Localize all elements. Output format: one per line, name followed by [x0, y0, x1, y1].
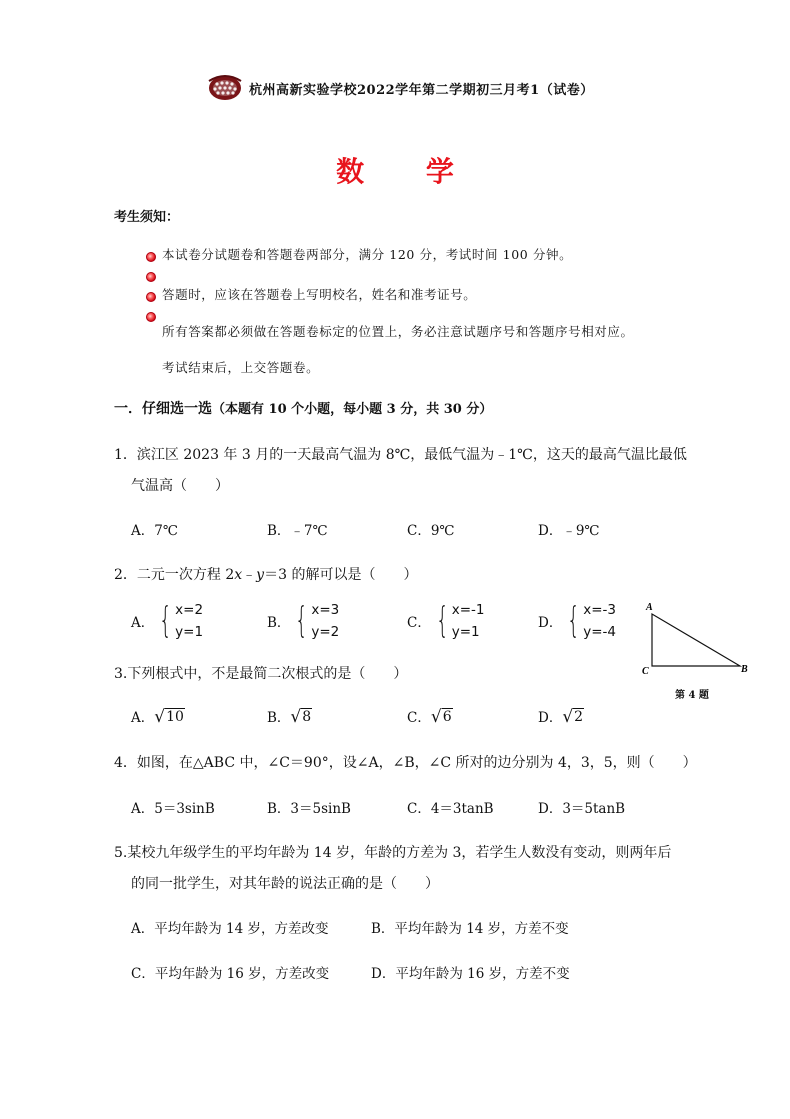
notice-bullet — [146, 307, 156, 326]
brace-icon: { — [567, 600, 581, 641]
triangle-shape — [652, 614, 740, 666]
vertex-b-label: B — [741, 664, 748, 675]
notice-item: 考试结束后，上交答题卷。 — [162, 360, 320, 375]
q5-option-a: A．平均年龄为 14 岁，方差改变 — [131, 921, 329, 937]
radical-icon: √ — [154, 707, 166, 727]
radical-icon: √ — [290, 707, 302, 727]
q5-option-d: D．平均年龄为 16 岁，方差不变 — [371, 966, 570, 982]
notice-heading: 考生须知： — [114, 210, 180, 225]
bullet-icon — [146, 252, 156, 262]
q1-option-b: B．﹣7℃ — [267, 523, 328, 539]
q4-option-d: D．3＝5tanB — [538, 801, 626, 817]
notice-bullet — [146, 267, 156, 286]
equation-line: y=-4 — [583, 624, 616, 640]
q1-option-d: D．﹣9℃ — [538, 523, 600, 539]
option-label: B． — [267, 615, 291, 631]
sqrt-expression — [431, 708, 453, 726]
question-5-line1: 5.某校九年级学生的平均年龄为 14 岁，年龄的方差为 3，若学生人数没有变动，则两年后 — [114, 845, 672, 861]
notice-bullet — [146, 287, 156, 306]
q3-option-d — [538, 706, 584, 726]
question-5-line2: 的同一批学生，对其年龄的说法正确的是（ ） — [131, 876, 439, 892]
vertex-c-label: C — [642, 666, 649, 677]
q1-option-a: A．7℃ — [131, 523, 178, 539]
q2-option-d — [538, 599, 616, 643]
bullet-icon — [146, 312, 156, 322]
q2-option-c — [407, 599, 485, 643]
question-3-stem: 3.下列根式中，不是最简二次根式的是（ ） — [114, 666, 408, 682]
figure-caption: 第 4 题 — [675, 690, 709, 701]
equation-line: y=2 — [311, 624, 340, 640]
q2-option-b — [267, 599, 339, 643]
notice-bullet — [146, 247, 156, 266]
q3-option-b — [267, 706, 312, 726]
radicand: 8 — [302, 709, 312, 725]
q5-option-c: C．平均年龄为 16 岁，方差改变 — [131, 966, 330, 982]
equation-line: x=3 — [311, 602, 340, 618]
q4-option-a: A．5＝3sinB — [131, 801, 215, 817]
radicand: 10 — [166, 709, 184, 725]
q3-option-c — [407, 706, 453, 726]
q2-stem-part: ＝3 的解可以是（ ） — [264, 567, 418, 583]
q1-option-c: C．9℃ — [407, 523, 455, 539]
section-heading — [114, 398, 492, 418]
q2-stem-part: 2．二元一次方程 2 — [114, 567, 235, 583]
radicand: 6 — [442, 709, 452, 725]
bullet-icon — [146, 272, 156, 282]
q3-option-a — [131, 706, 185, 726]
notice-item: 所有答案都必须做在答题卷标定的位置上，务必注意试题序号和答题序号相对应。 — [162, 324, 634, 339]
q2-var-y: y — [256, 567, 265, 583]
q5-option-b: B．平均年龄为 14 岁，方差不变 — [371, 921, 569, 937]
sqrt-expression — [290, 708, 312, 726]
option-label: D． — [538, 710, 563, 726]
equation-line: x=-1 — [451, 602, 485, 618]
option-label: C． — [407, 615, 431, 631]
vertex-a-label: A — [646, 602, 653, 613]
option-label: A． — [131, 710, 155, 726]
option-label: D． — [538, 615, 563, 631]
option-label: B． — [267, 710, 291, 726]
brace-icon: { — [435, 600, 449, 641]
q2-var-x: x — [234, 567, 243, 583]
q2-stem-part: ﹣ — [242, 567, 257, 583]
bullet-icon — [146, 292, 156, 302]
option-label: C． — [407, 710, 431, 726]
sqrt-expression — [562, 708, 584, 726]
equation-line: x=2 — [175, 602, 204, 618]
notice-item: 本试卷分试题卷和答题卷两部分，满分 120 分，考试时间 100 分钟。 — [162, 247, 573, 262]
sqrt-expression — [154, 708, 185, 726]
page-title: 数 学 — [336, 155, 480, 188]
option-label: A． — [131, 615, 155, 631]
triangle-figure — [640, 600, 756, 682]
section-note: （本题有 10 个小题，每小题 3 分，共 30 分） — [212, 402, 493, 417]
school-logo — [207, 73, 243, 103]
question-4-stem: 4．如图，在△ABC 中，∠C＝90°，设∠A，∠B，∠C 所对的边分别为 4，3，5，则（ ） — [114, 755, 697, 771]
equation-line: y=1 — [175, 624, 204, 640]
radicand: 2 — [574, 709, 584, 725]
question-2-stem — [114, 564, 417, 584]
q4-option-b: B．3＝5sinB — [267, 801, 351, 817]
question-1-line1: 1．滨江区 2023 年 3 月的一天最高气温为 8℃，最低气温为﹣1℃，这天的最高气温比最低 — [114, 447, 687, 463]
question-1-line2: 气温高（ ） — [131, 478, 229, 494]
brace-icon: { — [159, 600, 173, 641]
equation-line: y=1 — [451, 624, 480, 640]
section-title: 一．仔细选一选 — [114, 401, 212, 417]
q4-option-c: C．4＝3tanB — [407, 801, 494, 817]
header-title: 杭州高新实验学校2022学年第二学期初三月考1（试卷） — [249, 82, 594, 98]
q2-option-a — [131, 599, 203, 643]
brace-icon: { — [295, 600, 309, 641]
notice-item: 答题时，应该在答题卷上写明校名，姓名和准考证号。 — [162, 287, 477, 302]
document-header — [207, 72, 594, 104]
radical-icon: √ — [562, 707, 574, 727]
radical-icon: √ — [430, 707, 442, 727]
equation-line: x=-3 — [583, 602, 616, 618]
